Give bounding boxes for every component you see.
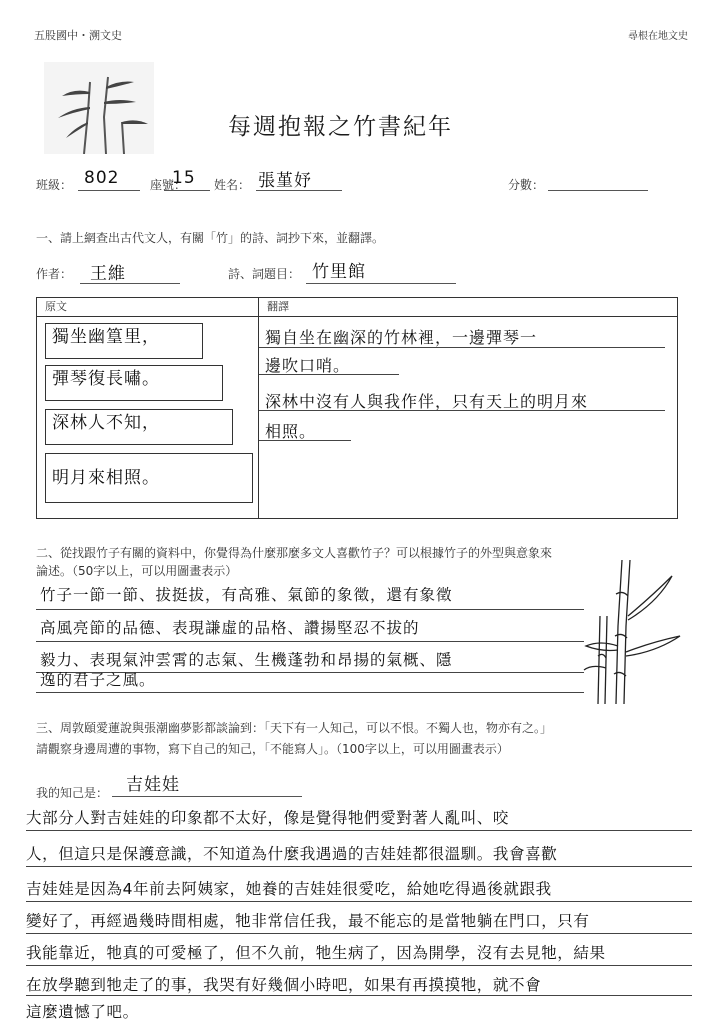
poem-title-value: 竹里館 <box>312 262 366 282</box>
translation-line: 深林中沒有人與我作伴，只有天上的明月來 <box>265 392 589 411</box>
question2-answer-line: 毅力、表現氣沖雲霄的志氣、生機蓬勃和昂揚的氣概、隱 <box>40 651 453 669</box>
original-cell <box>37 317 259 519</box>
poem-table <box>36 297 678 519</box>
question3-answer-line: 變好了，再經過幾時間相處，牠非常信任我，最不能忘的是當牠躺在門口，只有 <box>26 912 590 930</box>
question2-prompt-line1: 二、從找跟竹子有關的資料中，你覺得為什麼那麼多文人喜歡竹子？可以根據竹子的外型與意象來 <box>36 546 553 560</box>
seat-label: 座號： <box>150 178 187 192</box>
worksheet-title: 每週抱報之竹書紀年 <box>228 114 453 140</box>
header-school: 五股國中・溯文史 <box>34 29 122 42</box>
question3-answer-line: 在放學聽到牠走了的事，我哭有好幾個小時吧，如果有再摸摸牠，就不會 <box>26 976 542 994</box>
name-value: 張堇妤 <box>258 171 312 191</box>
original-line: 明月來相照。 <box>45 453 253 503</box>
question3-answer-line: 大部分人對吉娃娃的印象都不太好，像是覺得牠們愛對著人亂叫、咬 <box>26 809 510 827</box>
translation-header: 翻譯 <box>259 298 678 317</box>
poem-title-label: 詩、詞題目： <box>228 267 301 281</box>
header-theme: 尋根在地文史 <box>628 31 688 42</box>
translation-cell <box>259 317 678 519</box>
original-line: 彈琴復長嘯。 <box>45 365 223 401</box>
original-header: 原文 <box>37 298 259 317</box>
question2-answer-line: 高風亮節的品德、表現謙虛的品格、讚揚堅忍不拔的 <box>40 619 420 637</box>
friend-label: 我的知己是： <box>36 786 109 800</box>
question3-answer-line: 人，但這只是保護意識，不知道為什麼我遇過的吉娃娃都很溫馴。我會喜歡 <box>26 845 558 863</box>
question3-answer-line: 吉娃娃是因為4年前去阿姨家，她養的吉娃娃很愛吃，給她吃得過後就跟我 <box>26 880 552 898</box>
translation-line: 相照。 <box>265 422 317 441</box>
question2-prompt-line2: 論述。（50字以上，可以用圖畫表示） <box>36 564 238 578</box>
friend-value: 吉娃娃 <box>126 775 180 795</box>
question2-answer-line: 逸的君子之風。 <box>40 671 156 689</box>
original-line: 獨坐幽篁里， <box>45 323 203 359</box>
bamboo-illustration <box>44 62 154 154</box>
class-value: 802 <box>84 168 120 188</box>
question3-answer-line: 這麼遺憾了吧。 <box>26 1003 139 1021</box>
question2-answer-line: 竹子一節一節、拔挺拔，有高雅、氣節的象徵，還有象徵 <box>40 586 453 604</box>
translation-line: 獨自坐在幽深的竹林裡，一邊彈琴一 <box>265 328 538 347</box>
author-value: 王維 <box>90 264 126 284</box>
class-label: 班級： <box>36 178 73 192</box>
name-label: 姓名： <box>214 178 251 192</box>
translation-line: 邊吹口哨。 <box>265 356 351 375</box>
bamboo-sketch <box>582 556 694 706</box>
score-label: 分數： <box>508 178 545 192</box>
seat-value: 15 <box>172 168 196 188</box>
question1-prompt: 一、請上網查出古代文人，有關「竹」的詩、詞抄下來，並翻譯。 <box>36 231 385 245</box>
original-line: 深林人不知， <box>45 409 233 445</box>
question3-answer-line: 我能靠近，牠真的可愛極了，但不久前，牠生病了，因為開學，沒有去見牠，結果 <box>26 944 606 962</box>
question3-prompt-line1: 三、周敦頤愛蓮說與張潮幽夢影都談論到：「天下有一人知己，可以不恨。不獨人也，物亦有之。」 <box>36 721 553 735</box>
author-label: 作者： <box>36 267 73 281</box>
question3-prompt-line2: 請觀察身邊周遭的事物，寫下自己的知己，「不能寫人」。（100字以上，可以用圖畫表示） <box>36 742 509 756</box>
